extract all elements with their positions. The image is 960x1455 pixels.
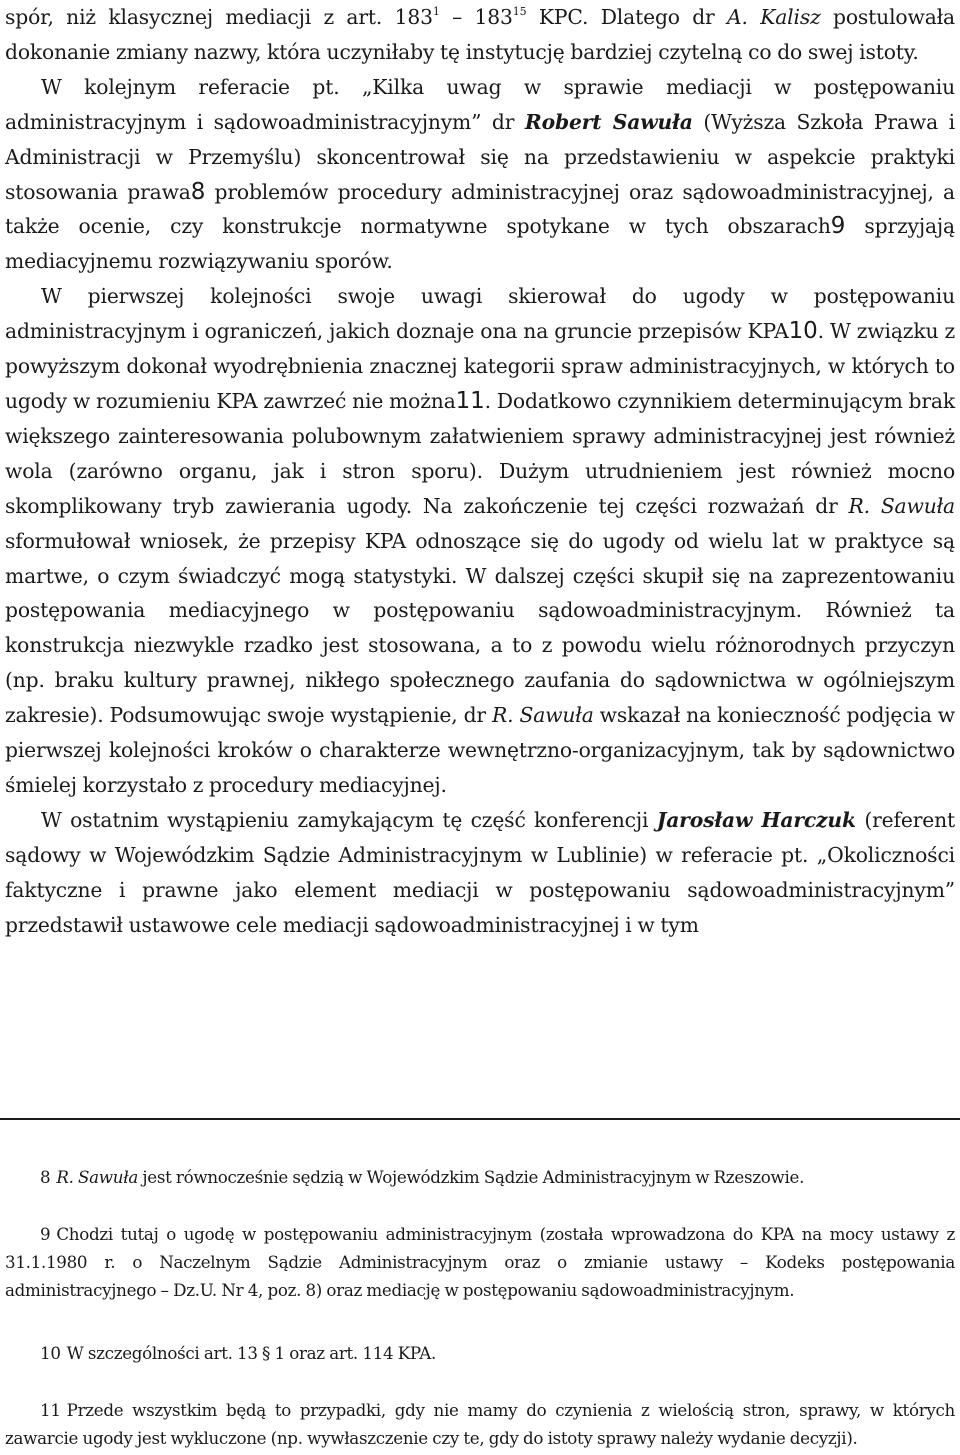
footnote-number: 9 bbox=[40, 1224, 51, 1244]
paragraph-1 bbox=[5, 0, 955, 70]
superscript: 1 bbox=[432, 5, 440, 18]
footnote-text: W szczególności art. 13 § 1 oraz art. 114 KPA. bbox=[66, 1343, 437, 1363]
text-run: (referent sądowy w Wojewódzkim Sądzie Administracyjnym w Lublinie) w referacie pt. „Okoliczności faktyczne i prawne jako element mediacji w postępowaniu sądowoadministracyjnym” przedstawił ustawowe cele mediacji sądowoadministracyjnej i w tym bbox=[5, 807, 956, 937]
footnote-marker[interactable]: 9 bbox=[830, 213, 846, 240]
paragraph-4 bbox=[5, 803, 955, 943]
text-run: wskazał na konieczność podjęcia w pierwszej kolejności kroków o charakterze wewnętrzno-organizacyjnym, tak by sądownictwo śmielej korzystało z procedury mediacyjnej. bbox=[5, 703, 956, 797]
footnote-text: Przede wszystkim będą to przypadki, gdy nie mamy do czynienia z wielością stron, sprawy, w których zawarcie ugody jest wykluczone (np. wywłaszczenie czy te, gdy do istoty sprawy należy wydanie decyzji). bbox=[5, 1400, 955, 1448]
speaker-name: Robert Sawuła bbox=[524, 109, 693, 134]
footnote-marker[interactable]: 10 bbox=[788, 318, 818, 345]
superscript: 15 bbox=[512, 5, 527, 18]
text-run: W kolejnym referacie pt. „Kilka uwag w sprawie mediacji w postępowaniu administracyjnym i sądowoadministracyjnym” dr bbox=[5, 74, 955, 134]
author-name: R. Sawuła bbox=[492, 703, 594, 728]
footnote-number: 10 bbox=[40, 1343, 61, 1363]
text-run: (Wyższa Szkoła Prawa i Administracji w Przemyślu) skoncentrował się na przedstawieniu w aspekcie praktyki stosowania prawa bbox=[5, 109, 955, 204]
text-run: spór, niż klasycznej mediacji z art. 183 bbox=[5, 5, 433, 29]
author-name: R. Sawuła bbox=[848, 493, 955, 518]
footnote-8 bbox=[5, 1163, 955, 1191]
footnote-10 bbox=[5, 1339, 955, 1367]
text-run: problemów procedury administracyjnej oraz sądowoadministracyjnej, a także ocenie, czy konstrukcje normatywne spotykane w tych obszarach bbox=[5, 179, 955, 239]
text-run: sprzyjają mediacyjnemu rozwiązywaniu sporów. bbox=[5, 214, 955, 274]
footnote-text: jest równocześnie sędzią w Wojewódzkim Sądzie Administracyjnym w Rzeszowie. bbox=[137, 1167, 805, 1187]
footnote-9 bbox=[5, 1220, 955, 1304]
author-name: A. Kalisz bbox=[727, 5, 821, 29]
text-run: sformułował wniosek, że przepisy KPA odnoszące się do ugody od wielu lat w praktyce są martwe, o czym świadczyć mogą statystyki. W dalszej części skupił się na zaprezentowaniu postępowania mediacyjnego w postępowaniu sądowoadministracyjnym. Również ta konstrukcja niezwykle rzadko jest stosowana, a to z powodu wielu różnorodnych przyczyn (np. braku kultury prawnej, nikłego społecznego zaufania do sądownictwa w ogólniejszym zakresie). Podsumowując swoje wystąpienie, dr bbox=[5, 528, 955, 728]
text-run: postulowała dokonanie zmiany nazwy, która uczyniłaby tę instytucję bardziej czytelną co do swej istoty. bbox=[5, 5, 955, 64]
text-run: W pierwszej kolejności swoje uwagi skierował do ugody w postępowaniu administracyjnym i ograniczeń, jakich doznaje ona na gruncie przepisów KPA bbox=[5, 284, 955, 344]
text-run: W ostatnim wystąpieniu zamykającym tę część konferencji bbox=[41, 807, 657, 832]
footnote-separator bbox=[0, 1118, 960, 1120]
speaker-name: Jarosław Harczuk bbox=[656, 807, 856, 832]
footnote-number: 11 bbox=[40, 1400, 61, 1420]
footnote-text: Chodzi tutaj o ugodę w postępowaniu administracyjnym (została wprowadzona do KPA na mocy ustawy z 31.1.1980 r. o Naczelnym Sądzie Administracyjnym oraz o zmianie ustawy – Kodeks postępowania administracyjnego – Dz.U. Nr 4, poz. 8) oraz mediację w postępowaniu sądowoadministracyjnym. bbox=[5, 1224, 955, 1300]
text-run: . Dodatkowo czynnikiem determinującym brak większego zainteresowania polubownym załatwieniem sprawy administracyjnej jest również wola (zarówno organu, jak i stron sporu). Dużym utrudnieniem jest również mocno skomplikowany tryb zawierania ugody. Na zakończenie tej części rozważań dr bbox=[5, 388, 956, 518]
footnote-number: 8 bbox=[40, 1167, 51, 1187]
paragraph-3 bbox=[5, 279, 955, 803]
footnote-marker[interactable]: 11 bbox=[455, 387, 485, 414]
main-text bbox=[5, 0, 955, 942]
paragraph-2 bbox=[5, 70, 955, 279]
footnote-marker[interactable]: 8 bbox=[190, 178, 206, 205]
text-run: – 183 bbox=[439, 5, 513, 29]
author-name: R. Sawuła bbox=[56, 1167, 138, 1187]
text-run: KPC. Dlatego dr bbox=[526, 5, 728, 29]
footnote-11 bbox=[5, 1396, 955, 1452]
text-run: . W związku z powyższym dokonał wyodrębnienia znacznej kategorii spraw administracyjnych, w których to ugody w rozumieniu KPA zawrzeć nie można bbox=[5, 319, 955, 413]
